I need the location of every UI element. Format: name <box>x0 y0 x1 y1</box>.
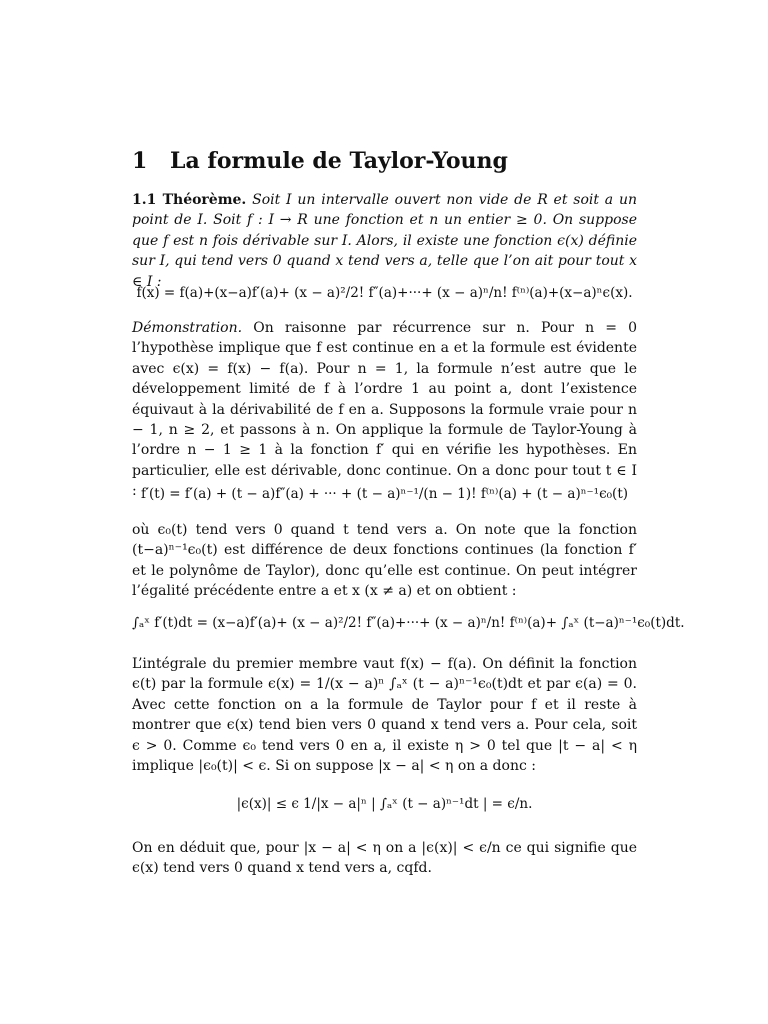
proof-paragraph-3: L’intégrale du premier membre vaut f(x) − f(a). On définit la fonction ϵ(t) par la formule ϵ(x) = 1/(x − a)ⁿ ∫ₐˣ (t − a)ⁿ⁻¹ϵ₀(t)dt et par ϵ(a) = 0. Avec cette fonction on a la formule de Taylor pour f et il reste à montrer que ϵ(x) tend bien vers 0 quand x tend vers a. Pour cela, soit ϵ > 0. Comme ϵ₀ tend vers 0 en a, il existe η > 0 tel que |t − a| < η implique |ϵ₀(t)| < ϵ. Si on suppose |x − a| < η on a donc : <box>132 656 637 775</box>
section-title <box>132 148 652 174</box>
proof-paragraph-1 <box>132 318 637 502</box>
proof-paragraph-4: On en déduit que, pour |x − a| < η on a |ϵ(x)| < ϵ/n ce qui signifie que ϵ(x) tend vers 0 quand x tend vers a, cqfd. <box>132 840 637 877</box>
proof-text-1: On raisonne par récurrence sur n. Pour n = 0 l’hypothèse implique que f est continue en a et la formule est évidente avec ϵ(x) = f(x) − f(a). Pour n = 1, la formule n’est autre que le développement limité de f à l’ordre 1 au point a, dont l’existence équivaut à la dérivabilité de f en a. Supposons la formule vraie pour n − 1, n ≥ 2, et passons à n. On applique la formule de Taylor-Young à l’ordre n − 1 ≥ 1 à la fonction f′ qui en vérifie les hypothèses. En particulier, elle est dérivable, donc continue. On a donc pour tout t ∈ I : <box>132 320 637 500</box>
equation-integral: ∫ₐˣ f′(t)dt = (x−a)f′(a)+ (x − a)²/2! f″(a)+···+ (x − a)ⁿ/n! f⁽ⁿ⁾(a)+ ∫ₐˣ (t−a)ⁿ⁻¹ϵ₀(t)dt. <box>132 615 685 631</box>
section-title-text: La formule de Taylor-Young <box>170 148 508 174</box>
equation-taylor-young: f(x) = f(a)+(x−a)f′(a)+ (x − a)²/2! f″(a)+···+ (x − a)ⁿ/n! f⁽ⁿ⁾(a)+(x−a)ⁿϵ(x). <box>136 285 633 301</box>
theorem-heading: 1.1 Théorème. <box>132 192 247 208</box>
equation-derivative: f′(t) = f′(a) + (t − a)f″(a) + ··· + (t − a)ⁿ⁻¹/(n − 1)! f⁽ⁿ⁾(a) + (t − a)ⁿ⁻¹ϵ₀(t) <box>140 486 629 502</box>
section-number: 1 <box>132 148 148 174</box>
theorem-block <box>132 190 637 292</box>
equation-bound: |ϵ(x)| ≤ ϵ 1/|x − a|ⁿ | ∫ₐˣ (t − a)ⁿ⁻¹dt | = ϵ/n. <box>236 796 533 812</box>
proof-paragraph-2: où ϵ₀(t) tend vers 0 quand t tend vers a. On note que la fonction (t−a)ⁿ⁻¹ϵ₀(t) est différence de deux fonctions continues (la fonction f′ et le polynôme de Taylor), donc qu’elle est continue. On peut intégrer l’égalité précédente entre a et x (x ≠ a) et on obtient : <box>132 522 637 600</box>
theorem-text: Soit I un intervalle ouvert non vide de R et soit a un point de I. Soit f : I → R une fonction et n un entier ≥ 0. On suppose que f est n fois dérivable sur I. Alors, il existe une fonction ϵ(x) définie sur I, qui tend vers 0 quand x tend vers a, telle que l’on ait pour tout x ∈ I : <box>132 192 637 290</box>
proof-heading: Démonstration. <box>132 320 243 336</box>
